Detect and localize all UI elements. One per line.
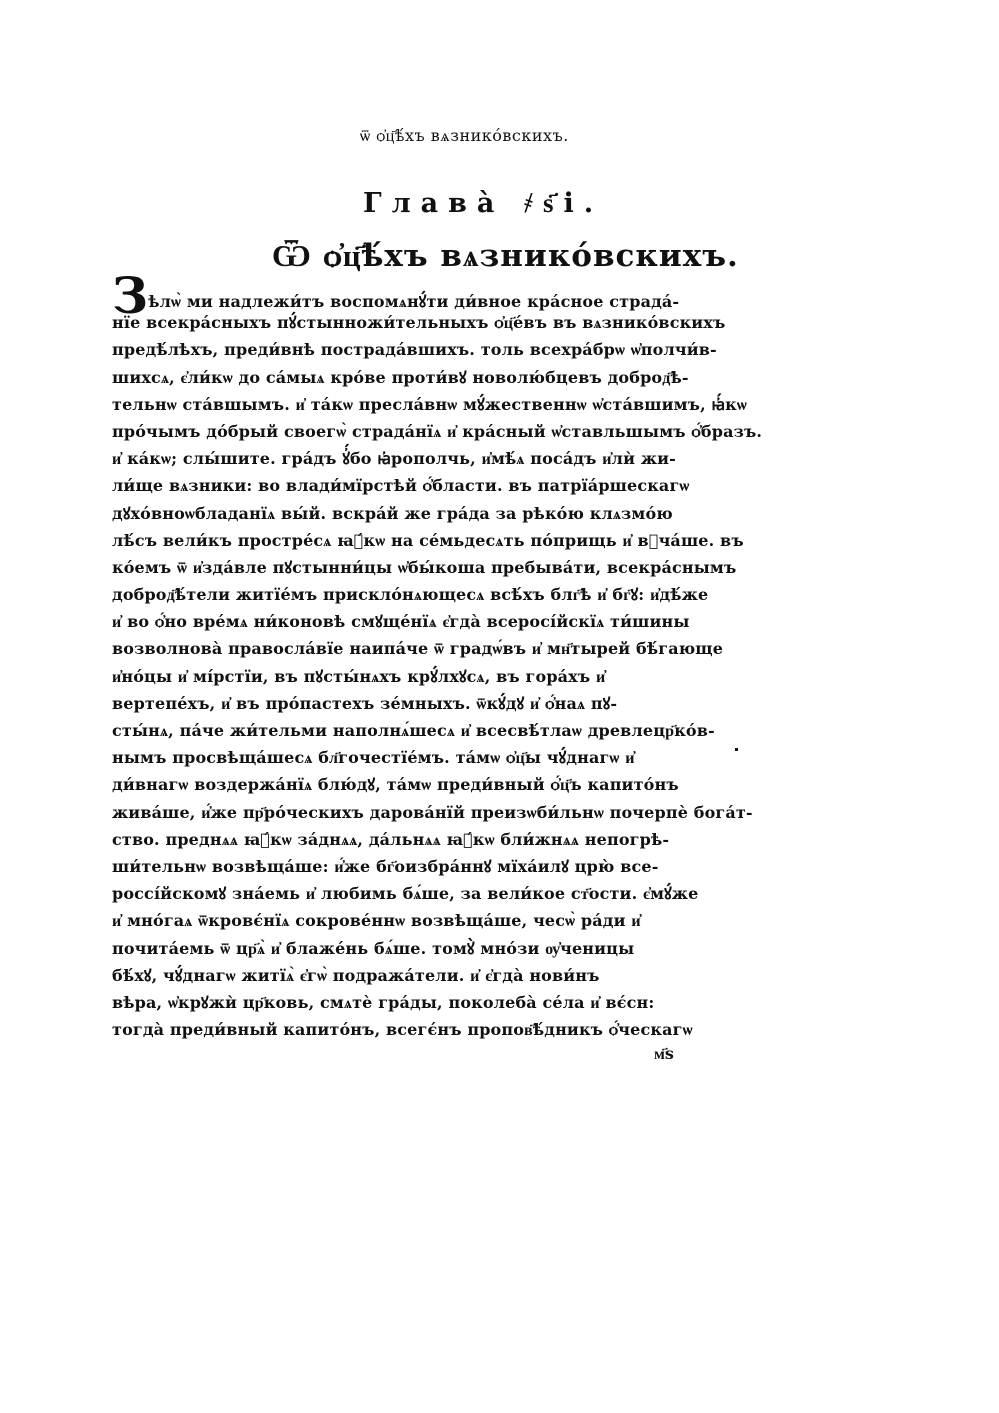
text-line: предѣ́лѣхъ, преди́внѣ пострада́вшихъ. толь всехра́брѡ ѡ҆полчи́в- (112, 340, 717, 360)
text-line: жива́ше, и҆́же пр҃ро́ческихъ дарова́нїй преизѡби́льнѡ почерпѐ бога́т- (112, 802, 753, 822)
text-line: лѣ́съ вели́къ простре́сѧ ꙗ҆́кѡ на се́мьдесѧть по́прищь и҆ вꙿча́ше. въ (112, 530, 744, 550)
text-line: почита́емь ѿ цр҃ѧ̀ и҆ блаже́нь бѧ́ше. томꙋ̀ мно́зи ѹ҆ченицы (112, 938, 635, 958)
chapter-title: Ѿ ѻ҆ц҃ѣ́хъ вѧзнико́вскихъ. (272, 238, 739, 274)
drop-cap: З (112, 266, 149, 325)
text-line: возволнова̀ правосла́вїе наипа́че ѿ градѡ́въ и҆ мн҃тырей бѣ́гающе (112, 639, 724, 659)
page-number: м҃ѕ (654, 1044, 674, 1063)
text-line: нїе всекра́сныхъ пꙋ́стынножи́тельныхъ ѻ҆ц҃е́въ въ вѧзнико́вскихъ (112, 313, 726, 333)
text-line: вѣра, ѡ҆крꙋжѝ цр҃ковь, смѧтѐ гра́ды, поколеба̀ се́ла и҆ вє́сн: (112, 992, 655, 1012)
text-line: ство. преднѧѧ ꙗ҆́кѡ за́днѧѧ, да́льнѧѧ ꙗ҆́кѡ бли́жнѧѧ непогрѣ- (112, 829, 670, 849)
text-line: и҆ мно́гаѧ ѿкровє́нїѧ сокрове́ннѡ возвѣща́ше, чесѡ̀ ра́ди и҆ (112, 911, 641, 931)
text-line: про́чымъ до́брый своегѡ̀ страда́нїѧ и҆ кра́сный ѡ҆ставльшымъ ѻ҆́бразъ. (112, 421, 763, 441)
chapter-number: Глава̀ ҂ѕ҃і. (363, 188, 604, 219)
text-line: ко́емъ ѿ и҆зда́вле пꙋстынни́цы ѡ҆бы́коша пребыва́ти, всекра́снымъ (112, 557, 737, 577)
text-line: россі́йскомꙋ зна́емь и҆ любимь бѧ́ше, за вели́кое ст҃ости. є҆мꙋ́же (112, 884, 699, 904)
text-line: дꙋхо́вноѡбладанїѧ вы́й. вскра́й же гра́да за рѣко́ю клѧзмо́ю (112, 503, 673, 523)
text-line: бѣ́хꙋ, чꙋ́днагѡ житїѧ̀ є҆гѡ̀ подража́тели. и҆ є҆гда̀ нови́нъ (112, 965, 600, 985)
text-line: ши́тельнѡ возвѣща́ше: и҆́же бг҃оизбра́ннꙋ мїха́илꙋ црю̀ все- (112, 856, 659, 876)
text-line: нымъ просвѣща́шесѧ бл҃гочестїе́мъ. та́мѡ ѻ҆ц҃ы чꙋ́днагѡ и҆ (112, 748, 635, 768)
running-head: ѿ ѻ҆ц҃ѣ́хъ вѧзнико́вскихъ. (360, 126, 569, 145)
text-line: сты́нѧ, па́че жи́тельми наполнѧ́шесѧ и҆ всесвѣ́тлаѡ древлецр҃ко́в- (112, 721, 715, 740)
text-line: шихсѧ, є҆ли́кѡ до са́мыѧ кро́ве проти́вꙋ новолю́бцевъ доброд҃ѣ- (112, 367, 689, 387)
text-line: и҆ во ѻ҆́но вре́мѧ ни́коновѣ смꙋще́нїѧ є҆гда̀ всеросі́йскїѧ ти́шины (112, 612, 690, 632)
text-line: доброд҃ѣ́тели житїе́мъ прискло́нѧющесѧ всѣ́хъ блг҃ѣ и҆ бг҃ꙋ: и҆дѣ́же (112, 585, 709, 605)
text-line: вертепе́хъ, и҆ въ про́пастехъ зе́мныхъ. ѿкꙋ́дꙋ и҆ ѻ҆́наѧ пꙋ- (112, 693, 618, 713)
text-line: тогда̀ преди́вный капито́нъ, всегє́нъ пропов҃ѣ́дникъ ѻ҆́ческагѡ (112, 1020, 693, 1040)
ink-speck (735, 748, 738, 751)
text-line: ли́ще вѧзники: во влади́мїрстѣй ѻ҆́бласти. въ патрїа́ршескагѡ (112, 476, 690, 496)
text-line: и҆но́цы и҆ мі́рстїи, въ пꙋсты́нѧхъ крꙋ́лхꙋсѧ, въ гора́хъ и҆ (112, 666, 606, 686)
text-line-content: ѣлѡ̀ ми надлежи́тъ воспомѧнꙋ́ти ди́вное кра́сное страда́- (148, 292, 680, 311)
body-text (112, 266, 763, 1043)
text-line: тельнѡ ста́вшымъ. и҆ та́кѡ пресла́внѡ мꙋ́жественнѡ ѡ҆ста́вшимъ, ꙗ҆́кѡ (112, 394, 747, 414)
text-line: и҆ ка́кѡ; слы́шите. гра́дъ ꙋ҆́бо ꙗ҆рополчь, и҆мѣ́ѧ поса́дъ и҆лѝ жи- (112, 449, 676, 469)
text-line: ди́внагѡ воздержа́нїѧ блю́дꙋ, та́мѡ преди́вный ѻ҆́ц҃ъ капито́нъ (112, 775, 679, 795)
